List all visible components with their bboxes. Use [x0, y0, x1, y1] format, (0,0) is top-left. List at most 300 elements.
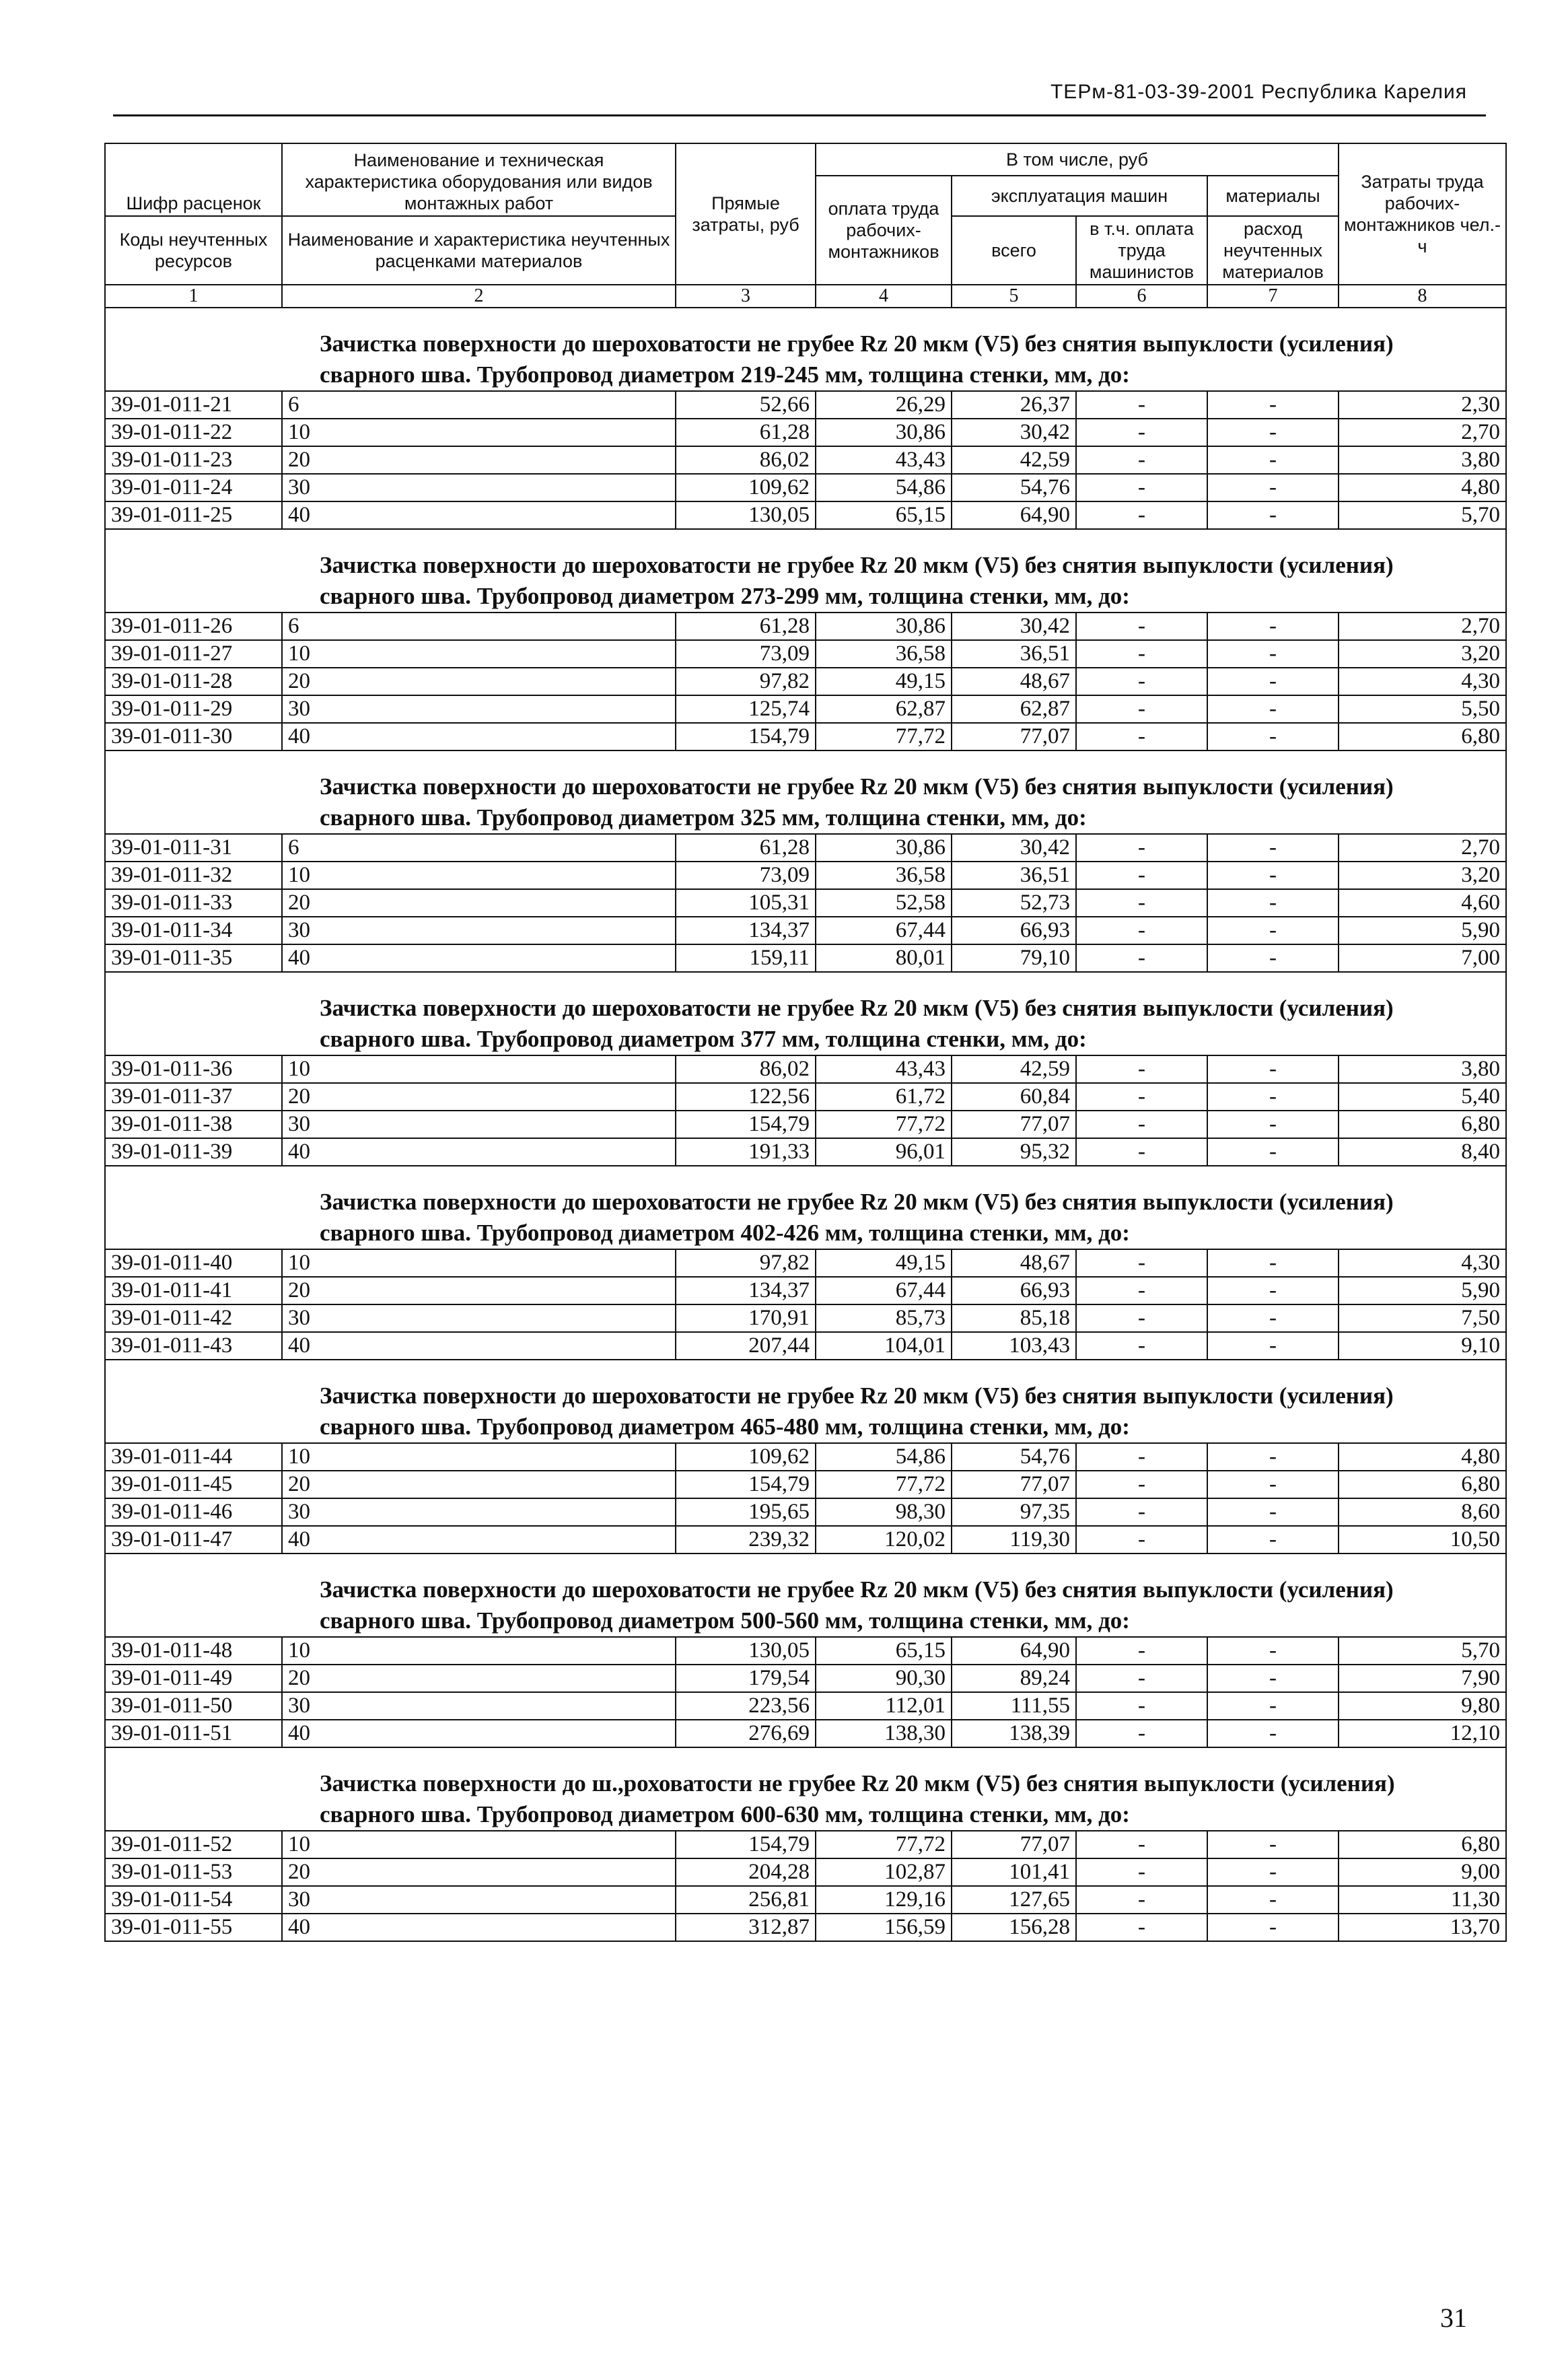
direct-costs-cell: 154,79 [676, 1471, 816, 1498]
labor-hours-cell: 6,80 [1339, 1471, 1506, 1498]
labor-hours-cell: 9,00 [1339, 1858, 1506, 1886]
machinists-pay-cell: - [1076, 1665, 1207, 1692]
direct-costs-cell: 97,82 [676, 668, 816, 695]
wall-thickness-cell: 10 [282, 1637, 676, 1665]
table-row [105, 1443, 1506, 1471]
labor-hours-cell: 2,70 [1339, 834, 1506, 862]
wall-thickness-cell: 40 [282, 944, 676, 972]
wall-thickness-cell: 30 [282, 695, 676, 723]
materials-usage-cell: - [1207, 1111, 1339, 1138]
rate-code-cell: 39-01-011-40 [105, 1249, 282, 1277]
section-title: Зачистка поверхности до шероховатости не грубее Rz 20 мкм (V5) без снятия выпуклости (усиления) сварного шва. Трубопровод диаметром 465-480 мм, толщина стенки, мм, до: [105, 1360, 1506, 1443]
labor-hours-cell: 3,20 [1339, 862, 1506, 889]
wall-thickness-cell: 10 [282, 419, 676, 446]
machines-total-cell: 97,35 [952, 1498, 1076, 1526]
direct-costs-cell: 86,02 [676, 1055, 816, 1083]
materials-usage-cell: - [1207, 862, 1339, 889]
labor-pay-cell: 67,44 [816, 1277, 952, 1304]
direct-costs-cell: 97,82 [676, 1249, 816, 1277]
table-row [105, 1665, 1506, 1692]
table-row [105, 1055, 1506, 1083]
labor-pay-cell: 90,30 [816, 1665, 952, 1692]
wall-thickness-cell: 40 [282, 1526, 676, 1553]
machinists-pay-cell: - [1076, 1914, 1207, 1941]
rate-code-cell: 39-01-011-35 [105, 944, 282, 972]
materials-usage-cell: - [1207, 1443, 1339, 1471]
machinists-pay-cell: - [1076, 695, 1207, 723]
header-code-label: Шифр расценок [105, 143, 282, 216]
machinists-pay-cell: - [1076, 1138, 1207, 1166]
section-title: Зачистка поверхности до шероховатости не грубее Rz 20 мкм (V5) без снятия выпуклости (усиления) сварного шва. Трубопровод диаметром 500-560 мм, толщина стенки, мм, до: [105, 1553, 1506, 1637]
labor-hours-cell: 4,30 [1339, 1249, 1506, 1277]
machinists-pay-cell: - [1076, 1111, 1207, 1138]
header-including-group: В том числе, руб [816, 143, 1339, 176]
labor-hours-cell: 3,20 [1339, 640, 1506, 668]
rate-code-cell: 39-01-011-26 [105, 613, 282, 640]
wall-thickness-cell: 20 [282, 1083, 676, 1111]
table-body [105, 308, 1506, 1941]
wall-thickness-cell: 40 [282, 1332, 676, 1360]
table-row [105, 889, 1506, 917]
table-row [105, 1692, 1506, 1720]
table-row [105, 613, 1506, 640]
machinists-pay-cell: - [1076, 1858, 1207, 1886]
table-row [105, 1083, 1506, 1111]
section-title: Зачистка поверхности до шероховатости не грубее Rz 20 мкм (V5) без снятия выпуклости (усиления) сварного шва. Трубопровод диаметром 219-245 мм, толщина стенки, мм, до: [105, 308, 1506, 391]
direct-costs-cell: 207,44 [676, 1332, 816, 1360]
machines-total-cell: 156,28 [952, 1914, 1076, 1941]
labor-pay-cell: 49,15 [816, 668, 952, 695]
machinists-pay-cell: - [1076, 1055, 1207, 1083]
machinists-pay-cell: - [1076, 1831, 1207, 1858]
direct-costs-cell: 312,87 [676, 1914, 816, 1941]
machines-total-cell: 48,67 [952, 1249, 1076, 1277]
machines-total-cell: 64,90 [952, 501, 1076, 529]
table-row [105, 668, 1506, 695]
direct-costs-cell: 61,28 [676, 613, 816, 640]
machinists-pay-cell: - [1076, 1249, 1207, 1277]
labor-pay-cell: 104,01 [816, 1332, 952, 1360]
labor-hours-cell: 6,80 [1339, 723, 1506, 750]
direct-costs-cell: 86,02 [676, 446, 816, 474]
labor-pay-cell: 30,86 [816, 419, 952, 446]
machines-total-cell: 30,42 [952, 834, 1076, 862]
machines-total-cell: 103,43 [952, 1332, 1076, 1360]
labor-hours-cell: 6,80 [1339, 1831, 1506, 1858]
wall-thickness-cell: 20 [282, 668, 676, 695]
labor-hours-cell: 3,80 [1339, 446, 1506, 474]
rate-code-cell: 39-01-011-46 [105, 1498, 282, 1526]
labor-hours-cell: 8,60 [1339, 1498, 1506, 1526]
wall-thickness-cell: 6 [282, 613, 676, 640]
header-materials-group: материалы [1207, 176, 1339, 216]
materials-usage-cell: - [1207, 1249, 1339, 1277]
wall-thickness-cell: 20 [282, 1277, 676, 1304]
labor-hours-cell: 4,80 [1339, 474, 1506, 501]
direct-costs-cell: 125,74 [676, 695, 816, 723]
materials-usage-cell: - [1207, 1332, 1339, 1360]
machinists-pay-cell: - [1076, 501, 1207, 529]
direct-costs-cell: 239,32 [676, 1526, 816, 1553]
direct-costs-cell: 276,69 [676, 1720, 816, 1747]
column-number: 2 [282, 285, 676, 308]
direct-costs-cell: 130,05 [676, 1637, 816, 1665]
labor-pay-cell: 120,02 [816, 1526, 952, 1553]
column-number: 8 [1339, 285, 1506, 308]
table-row [105, 834, 1506, 862]
labor-pay-cell: 54,86 [816, 474, 952, 501]
labor-pay-cell: 98,30 [816, 1498, 952, 1526]
rate-code-cell: 39-01-011-33 [105, 889, 282, 917]
rate-code-cell: 39-01-011-37 [105, 1083, 282, 1111]
section-title: Зачистка поверхности до шероховатости не грубее Rz 20 мкм (V5) без снятия выпуклости (усиления) сварного шва. Трубопровод диаметром 377 мм, толщина стенки, мм, до: [105, 972, 1506, 1055]
table-row [105, 474, 1506, 501]
table-row [105, 1858, 1506, 1886]
materials-usage-cell: - [1207, 1858, 1339, 1886]
direct-costs-cell: 204,28 [676, 1858, 816, 1886]
rate-code-cell: 39-01-011-49 [105, 1665, 282, 1692]
header-machine-group: эксплуатация машин [952, 176, 1207, 216]
labor-pay-cell: 77,72 [816, 1111, 952, 1138]
rate-code-cell: 39-01-011-24 [105, 474, 282, 501]
table-row [105, 1526, 1506, 1553]
table-row [105, 501, 1506, 529]
wall-thickness-cell: 10 [282, 1831, 676, 1858]
machines-total-cell: 54,76 [952, 1443, 1076, 1471]
section-title-row [105, 1166, 1506, 1249]
rate-code-cell: 39-01-011-52 [105, 1831, 282, 1858]
rate-code-cell: 39-01-011-27 [105, 640, 282, 668]
header-resource-codes: Коды неучтенных ресурсов [105, 216, 282, 285]
table-header [105, 143, 1506, 308]
rate-code-cell: 39-01-011-21 [105, 391, 282, 419]
header-name-label: Наименование и техническая характеристика оборудования или видов монтажных работ [282, 143, 676, 216]
wall-thickness-cell: 40 [282, 501, 676, 529]
machines-total-cell: 127,65 [952, 1886, 1076, 1914]
labor-pay-cell: 156,59 [816, 1914, 952, 1941]
direct-costs-cell: 223,56 [676, 1692, 816, 1720]
machines-total-cell: 77,07 [952, 1831, 1076, 1858]
labor-pay-cell: 30,86 [816, 613, 952, 640]
machines-total-cell: 54,76 [952, 474, 1076, 501]
labor-pay-cell: 36,58 [816, 640, 952, 668]
table-row [105, 1249, 1506, 1277]
header-labor-pay: оплата труда рабочих-монтажников [816, 176, 952, 285]
materials-usage-cell: - [1207, 1665, 1339, 1692]
section-title: Зачистка поверхности до ш.,роховатости не грубее Rz 20 мкм (V5) без снятия выпуклости (усиления) сварного шва. Трубопровод диаметром 600-630 мм, толщина стенки, мм, до: [105, 1747, 1506, 1831]
section-title-row [105, 750, 1506, 834]
materials-usage-cell: - [1207, 1692, 1339, 1720]
header-materials-name: Наименование и характеристика неучтенных расценками материалов [282, 216, 676, 285]
materials-usage-cell: - [1207, 501, 1339, 529]
section-title-row [105, 529, 1506, 613]
table-row [105, 1720, 1506, 1747]
direct-costs-cell: 154,79 [676, 1831, 816, 1858]
machines-total-cell: 138,39 [952, 1720, 1076, 1747]
rate-code-cell: 39-01-011-50 [105, 1692, 282, 1720]
materials-usage-cell: - [1207, 446, 1339, 474]
labor-hours-cell: 8,40 [1339, 1138, 1506, 1166]
wall-thickness-cell: 6 [282, 391, 676, 419]
section-title-row [105, 972, 1506, 1055]
wall-thickness-cell: 40 [282, 1914, 676, 1941]
section-title-row [105, 1747, 1506, 1831]
labor-pay-cell: 112,01 [816, 1692, 952, 1720]
labor-hours-cell: 13,70 [1339, 1914, 1506, 1941]
materials-usage-cell: - [1207, 1138, 1339, 1166]
machines-total-cell: 85,18 [952, 1304, 1076, 1332]
labor-hours-cell: 5,90 [1339, 917, 1506, 944]
materials-usage-cell: - [1207, 1277, 1339, 1304]
header-machines-total: всего [952, 216, 1076, 285]
document-code: ТЕРм-81-03-39-2001 Республика Карелия [1050, 81, 1467, 103]
rate-code-cell: 39-01-011-55 [105, 1914, 282, 1941]
rate-code-cell: 39-01-011-47 [105, 1526, 282, 1553]
labor-pay-cell: 62,87 [816, 695, 952, 723]
machinists-pay-cell: - [1076, 668, 1207, 695]
machines-total-cell: 119,30 [952, 1526, 1076, 1553]
header-direct-costs: Прямые затраты, руб [676, 143, 816, 285]
table-row [105, 862, 1506, 889]
machines-total-cell: 77,07 [952, 1471, 1076, 1498]
section-title: Зачистка поверхности до шероховатости не грубее Rz 20 мкм (V5) без снятия выпуклости (усиления) сварного шва. Трубопровод диаметром 273-299 мм, толщина стенки, мм, до: [105, 529, 1506, 613]
labor-hours-cell: 4,80 [1339, 1443, 1506, 1471]
page-number: 31 [1440, 2303, 1467, 2333]
machinists-pay-cell: - [1076, 613, 1207, 640]
machinists-pay-cell: - [1076, 1720, 1207, 1747]
rate-code-cell: 39-01-011-25 [105, 501, 282, 529]
machinists-pay-cell: - [1076, 1886, 1207, 1914]
machines-total-cell: 77,07 [952, 1111, 1076, 1138]
rate-code-cell: 39-01-011-45 [105, 1471, 282, 1498]
labor-pay-cell: 65,15 [816, 1637, 952, 1665]
rate-code-cell: 39-01-011-28 [105, 668, 282, 695]
machines-total-cell: 42,59 [952, 446, 1076, 474]
rate-code-cell: 39-01-011-23 [105, 446, 282, 474]
rate-code-cell: 39-01-011-43 [105, 1332, 282, 1360]
labor-hours-cell: 5,70 [1339, 501, 1506, 529]
section-title-row [105, 1553, 1506, 1637]
machines-total-cell: 89,24 [952, 1665, 1076, 1692]
rate-code-cell: 39-01-011-41 [105, 1277, 282, 1304]
direct-costs-cell: 195,65 [676, 1498, 816, 1526]
materials-usage-cell: - [1207, 1471, 1339, 1498]
table-row [105, 1304, 1506, 1332]
wall-thickness-cell: 30 [282, 1886, 676, 1914]
labor-pay-cell: 26,29 [816, 391, 952, 419]
section-title-row [105, 1360, 1506, 1443]
machinists-pay-cell: - [1076, 1304, 1207, 1332]
labor-hours-cell: 12,10 [1339, 1720, 1506, 1747]
rate-code-cell: 39-01-011-34 [105, 917, 282, 944]
labor-hours-cell: 4,60 [1339, 889, 1506, 917]
labor-hours-cell: 10,50 [1339, 1526, 1506, 1553]
machinists-pay-cell: - [1076, 944, 1207, 972]
labor-hours-cell: 2,70 [1339, 419, 1506, 446]
wall-thickness-cell: 20 [282, 889, 676, 917]
labor-hours-cell: 11,30 [1339, 1886, 1506, 1914]
direct-costs-cell: 159,11 [676, 944, 816, 972]
rate-code-cell: 39-01-011-30 [105, 723, 282, 750]
direct-costs-cell: 61,28 [676, 834, 816, 862]
machinists-pay-cell: - [1076, 474, 1207, 501]
labor-hours-cell: 7,90 [1339, 1665, 1506, 1692]
machines-total-cell: 36,51 [952, 862, 1076, 889]
labor-pay-cell: 52,58 [816, 889, 952, 917]
section-title: Зачистка поверхности до шероховатости не грубее Rz 20 мкм (V5) без снятия выпуклости (усиления) сварного шва. Трубопровод диаметром 325 мм, толщина стенки, мм, до: [105, 750, 1506, 834]
machinists-pay-cell: - [1076, 419, 1207, 446]
machines-total-cell: 66,93 [952, 917, 1076, 944]
materials-usage-cell: - [1207, 419, 1339, 446]
direct-costs-cell: 179,54 [676, 1665, 816, 1692]
labor-hours-cell: 7,50 [1339, 1304, 1506, 1332]
header-labor-hours: Затраты труда рабочих-монтажников чел.-ч [1339, 143, 1506, 285]
rates-table [104, 143, 1507, 1942]
rate-code-cell: 39-01-011-48 [105, 1637, 282, 1665]
labor-hours-cell: 7,00 [1339, 944, 1506, 972]
table-row [105, 1138, 1506, 1166]
column-number: 1 [105, 285, 282, 308]
direct-costs-cell: 170,91 [676, 1304, 816, 1332]
materials-usage-cell: - [1207, 474, 1339, 501]
section-title: Зачистка поверхности до шероховатости не грубее Rz 20 мкм (V5) без снятия выпуклости (усиления) сварного шва. Трубопровод диаметром 402-426 мм, толщина стенки, мм, до: [105, 1166, 1506, 1249]
machines-total-cell: 77,07 [952, 723, 1076, 750]
labor-pay-cell: 43,43 [816, 446, 952, 474]
machines-total-cell: 64,90 [952, 1637, 1076, 1665]
machinists-pay-cell: - [1076, 917, 1207, 944]
machinists-pay-cell: - [1076, 862, 1207, 889]
machinists-pay-cell: - [1076, 834, 1207, 862]
labor-pay-cell: 49,15 [816, 1249, 952, 1277]
rate-code-cell: 39-01-011-51 [105, 1720, 282, 1747]
table-row [105, 1471, 1506, 1498]
column-numbers-row [105, 285, 1506, 308]
table-row [105, 1277, 1506, 1304]
table-row [105, 695, 1506, 723]
wall-thickness-cell: 30 [282, 1692, 676, 1720]
machines-total-cell: 42,59 [952, 1055, 1076, 1083]
rate-code-cell: 39-01-011-38 [105, 1111, 282, 1138]
materials-usage-cell: - [1207, 1055, 1339, 1083]
materials-usage-cell: - [1207, 1498, 1339, 1526]
wall-thickness-cell: 20 [282, 1665, 676, 1692]
machinists-pay-cell: - [1076, 723, 1207, 750]
labor-hours-cell: 3,80 [1339, 1055, 1506, 1083]
materials-usage-cell: - [1207, 834, 1339, 862]
header-machinists-pay: в т.ч. оплата труда машинистов [1076, 216, 1207, 285]
materials-usage-cell: - [1207, 1831, 1339, 1858]
table-row [105, 1914, 1506, 1941]
wall-thickness-cell: 10 [282, 640, 676, 668]
machines-total-cell: 60,84 [952, 1083, 1076, 1111]
table-row [105, 640, 1506, 668]
labor-pay-cell: 65,15 [816, 501, 952, 529]
table-row [105, 1831, 1506, 1858]
labor-pay-cell: 30,86 [816, 834, 952, 862]
labor-pay-cell: 77,72 [816, 723, 952, 750]
labor-hours-cell: 5,40 [1339, 1083, 1506, 1111]
machines-total-cell: 95,32 [952, 1138, 1076, 1166]
direct-costs-cell: 109,62 [676, 1443, 816, 1471]
labor-hours-cell: 2,30 [1339, 391, 1506, 419]
header-rule [113, 114, 1486, 116]
direct-costs-cell: 73,09 [676, 862, 816, 889]
column-number: 6 [1076, 285, 1207, 308]
table-row [105, 1332, 1506, 1360]
materials-usage-cell: - [1207, 640, 1339, 668]
materials-usage-cell: - [1207, 668, 1339, 695]
direct-costs-cell: 52,66 [676, 391, 816, 419]
materials-usage-cell: - [1207, 1304, 1339, 1332]
wall-thickness-cell: 30 [282, 474, 676, 501]
wall-thickness-cell: 10 [282, 1249, 676, 1277]
labor-hours-cell: 6,80 [1339, 1111, 1506, 1138]
wall-thickness-cell: 20 [282, 1858, 676, 1886]
direct-costs-cell: 105,31 [676, 889, 816, 917]
labor-pay-cell: 67,44 [816, 917, 952, 944]
rate-code-cell: 39-01-011-44 [105, 1443, 282, 1471]
materials-usage-cell: - [1207, 695, 1339, 723]
machinists-pay-cell: - [1076, 1471, 1207, 1498]
rate-code-cell: 39-01-011-31 [105, 834, 282, 862]
wall-thickness-cell: 40 [282, 1720, 676, 1747]
machinists-pay-cell: - [1076, 1332, 1207, 1360]
table-row [105, 391, 1506, 419]
wall-thickness-cell: 30 [282, 1304, 676, 1332]
labor-hours-cell: 5,50 [1339, 695, 1506, 723]
table-row [105, 1637, 1506, 1665]
wall-thickness-cell: 10 [282, 1443, 676, 1471]
rate-code-cell: 39-01-011-29 [105, 695, 282, 723]
column-number: 4 [816, 285, 952, 308]
direct-costs-cell: 109,62 [676, 474, 816, 501]
machinists-pay-cell: - [1076, 391, 1207, 419]
rate-code-cell: 39-01-011-54 [105, 1886, 282, 1914]
section-title-row [105, 308, 1506, 391]
rate-code-cell: 39-01-011-53 [105, 1858, 282, 1886]
direct-costs-cell: 256,81 [676, 1886, 816, 1914]
materials-usage-cell: - [1207, 1637, 1339, 1665]
labor-hours-cell: 9,10 [1339, 1332, 1506, 1360]
rate-code-cell: 39-01-011-39 [105, 1138, 282, 1166]
materials-usage-cell: - [1207, 1886, 1339, 1914]
rate-code-cell: 39-01-011-42 [105, 1304, 282, 1332]
table-row [105, 917, 1506, 944]
wall-thickness-cell: 20 [282, 1471, 676, 1498]
labor-pay-cell: 77,72 [816, 1471, 952, 1498]
labor-hours-cell: 5,90 [1339, 1277, 1506, 1304]
labor-pay-cell: 36,58 [816, 862, 952, 889]
labor-hours-cell: 5,70 [1339, 1637, 1506, 1665]
wall-thickness-cell: 6 [282, 834, 676, 862]
labor-pay-cell: 85,73 [816, 1304, 952, 1332]
wall-thickness-cell: 30 [282, 1111, 676, 1138]
machines-total-cell: 66,93 [952, 1277, 1076, 1304]
materials-usage-cell: - [1207, 1526, 1339, 1553]
materials-usage-cell: - [1207, 1720, 1339, 1747]
machines-total-cell: 30,42 [952, 613, 1076, 640]
labor-pay-cell: 102,87 [816, 1858, 952, 1886]
direct-costs-cell: 154,79 [676, 1111, 816, 1138]
machines-total-cell: 52,73 [952, 889, 1076, 917]
labor-pay-cell: 129,16 [816, 1886, 952, 1914]
header-materials-usage: расход неучтенных материалов [1207, 216, 1339, 285]
labor-pay-cell: 138,30 [816, 1720, 952, 1747]
labor-pay-cell: 61,72 [816, 1083, 952, 1111]
machinists-pay-cell: - [1076, 1443, 1207, 1471]
direct-costs-cell: 191,33 [676, 1138, 816, 1166]
wall-thickness-cell: 10 [282, 1055, 676, 1083]
